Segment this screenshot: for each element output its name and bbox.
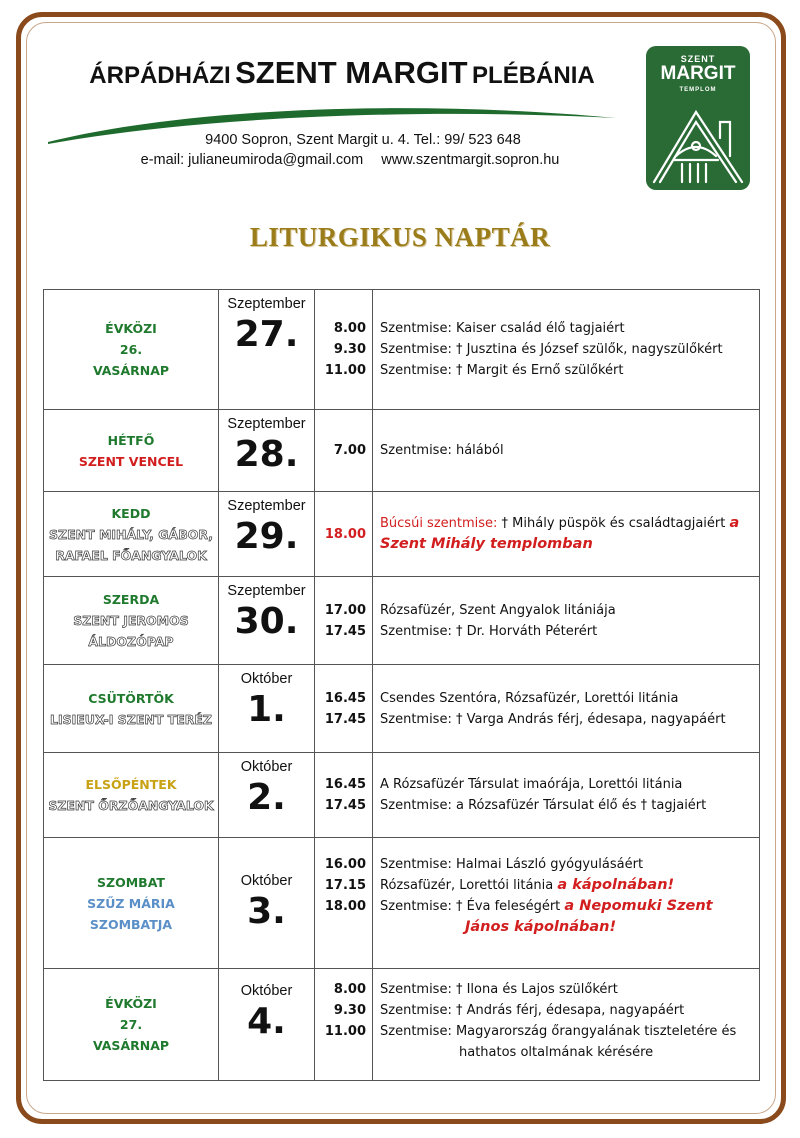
location-note: Szent Mihály templomban [380, 536, 593, 552]
day-name-line: HÉTFŐ [107, 432, 155, 448]
day-name-cell [44, 290, 219, 410]
day-name-cell [44, 577, 219, 665]
month-label: Szeptember [227, 416, 306, 432]
feast-name-line: SZENT VENCEL [78, 453, 184, 469]
month-label: Szeptember [227, 296, 306, 312]
day-name-line: KEDD [111, 505, 151, 521]
time-cell [315, 753, 373, 838]
event-cell [373, 492, 760, 577]
event-text: Szentmise: a Rózsafüzér Társulat élő és † tagjaiért [380, 798, 707, 813]
month-label: Szeptember [227, 498, 306, 514]
location-note: a [729, 515, 740, 531]
time-cell [315, 969, 373, 1081]
month-label: Október [240, 671, 293, 687]
church-drawing-icon [646, 98, 750, 190]
logo-text-templom: TEMPLOM [679, 87, 717, 93]
mass-time: 18.00 [324, 526, 366, 542]
day-row [44, 410, 760, 492]
parish-name-main: SZENT MARGIT [235, 55, 468, 90]
date-cell [219, 577, 315, 665]
day-row [44, 969, 760, 1081]
date-cell [219, 753, 315, 838]
mass-time: 17.45 [324, 711, 366, 727]
time-cell [315, 492, 373, 577]
event-text: Szentmise: † Dr. Horváth Péterért [380, 623, 598, 639]
event-cell [373, 290, 760, 410]
event-intention: Szentmise: Halmai László gyógyulásáért [380, 857, 644, 872]
event-cell [373, 753, 760, 838]
date-cell [219, 290, 315, 410]
event-cell [373, 410, 760, 492]
day-name-line: ELSŐPÉNTEK [85, 777, 177, 792]
mass-time: 17.45 [324, 623, 366, 639]
mass-time: 8.00 [333, 321, 366, 336]
event-intention: Szentmise: † Éva feleségért [380, 899, 565, 914]
day-number: 1. [247, 689, 286, 730]
day-name-cell [44, 969, 219, 1081]
mass-time: 16.45 [324, 690, 366, 706]
event-text: Szentmise: † Ilona és Lajos szülőkért [380, 982, 618, 997]
feast-name-line: ÁLDOZÓPAP [88, 634, 174, 649]
event-text [380, 534, 759, 555]
parish-name-suffix: PLÉBÁNIA [472, 62, 595, 89]
day-number: 27. [234, 314, 299, 355]
day-number: 28. [234, 434, 299, 475]
time-cell [315, 410, 373, 492]
day-name-cell [44, 753, 219, 838]
date-cell [219, 969, 315, 1081]
mass-time: 17.45 [324, 798, 366, 813]
event-text: Szentmise: † András férj, édesapa, nagyapáért [380, 1003, 685, 1018]
mass-time: 16.45 [324, 777, 366, 792]
parish-name-prefix: ÁRPÁDHÁZI [89, 62, 231, 89]
feast-name-line: SZOMBATJA [89, 916, 173, 932]
day-name-cell [44, 410, 219, 492]
event-text [380, 896, 759, 917]
day-name-line: SZOMBAT [97, 874, 165, 890]
day-name-line: ÉVKÖZI [105, 321, 157, 336]
month-label: Szeptember [227, 583, 306, 599]
event-text: hathatos oltalmának kérésére [459, 1045, 654, 1060]
feast-name-line: LISIEUX-I SZENT TERÉZ [49, 711, 212, 727]
event-cell [373, 577, 760, 665]
event-text: Szentmise: † Jusztina és József szülők, nagyszülőkért [380, 342, 723, 357]
website-link[interactable]: www.szentmargit.sopron.hu [381, 152, 560, 168]
day-name-line: 26. [119, 342, 143, 357]
location-note: a Nepomuki Szent [564, 898, 713, 914]
day-row [44, 577, 760, 665]
date-cell [219, 838, 315, 969]
day-number: 4. [247, 1001, 286, 1042]
month-label: Október [240, 983, 293, 999]
mass-time: 17.15 [324, 878, 366, 893]
month-label: Október [240, 873, 293, 889]
day-number: 3. [247, 891, 286, 932]
date-cell [219, 492, 315, 577]
feast-name-line: SZENT MIHÁLY, GÁBOR, [49, 526, 213, 542]
day-name-line: ÉVKÖZI [105, 996, 157, 1011]
date-cell [219, 665, 315, 753]
location-note: a kápolnában! [557, 877, 675, 893]
logo-text-margit: MARGIT [660, 63, 736, 84]
day-name-line: VASÁRNAP [92, 1038, 170, 1053]
time-cell [315, 665, 373, 753]
day-name-cell [44, 492, 219, 577]
event-cell [373, 838, 760, 969]
mass-time: 16.00 [324, 857, 366, 872]
mass-time: 9.30 [333, 342, 366, 357]
month-label: Október [240, 759, 293, 775]
day-row [44, 492, 760, 577]
feast-name-line: RAFAEL FŐANGYALOK [55, 547, 207, 563]
mass-time: 11.00 [324, 1024, 366, 1039]
event-text: A Rózsafüzér Társulat imaórája, Lorettói litánia [380, 777, 683, 792]
mass-time: 17.00 [324, 602, 366, 618]
event-text: Rózsafüzér, Szent Angyalok litániája [380, 602, 616, 618]
location-note: János kápolnában! [465, 919, 617, 935]
event-text [380, 513, 759, 534]
day-name-line: 27. [119, 1017, 143, 1032]
event-cell [373, 969, 760, 1081]
event-text: Csendes Szentóra, Rózsafüzér, Lorettói litánia [380, 690, 679, 706]
event-cell [373, 665, 760, 753]
church-logo [646, 46, 750, 190]
day-name-line: CSÜTÖRTÖK [88, 690, 174, 706]
day-number: 29. [234, 516, 299, 557]
time-cell [315, 290, 373, 410]
event-text [380, 917, 759, 938]
day-row [44, 665, 760, 753]
day-name-cell [44, 665, 219, 753]
feast-mass-label: Búcsúi szentmise: [380, 516, 498, 531]
event-text [380, 875, 759, 896]
mass-time: 9.30 [333, 1003, 366, 1018]
logo-text-szent: SZENT [680, 54, 716, 64]
email-text: e-mail: julianeumiroda@gmail.com [140, 152, 364, 168]
page-title: LITURGIKUS NAPTÁR [249, 222, 551, 252]
parish-name [72, 55, 612, 91]
time-cell [315, 577, 373, 665]
feast-name-line: SZENT JEROMOS [73, 613, 189, 628]
day-name-line: VASÁRNAP [92, 363, 170, 378]
address: 9400 Sopron, Szent Margit u. 4. Tel.: 99/ 523 648 [205, 132, 521, 148]
day-number: 2. [247, 777, 286, 818]
mass-time: 7.00 [333, 443, 366, 458]
feast-name-line: SZŰZ MÁRIA [87, 895, 175, 911]
contact-line [60, 152, 640, 168]
event-intention: Rózsafüzér, Lorettói litánia [380, 878, 558, 893]
day-row [44, 838, 760, 969]
day-number: 30. [234, 601, 299, 642]
event-text: Szentmise: hálából [380, 443, 504, 458]
event-text: Szentmise: Magyarország őrangyalának tiszteletére és [380, 1024, 737, 1039]
mass-time: 18.00 [324, 899, 366, 914]
day-row [44, 290, 760, 410]
mass-time: 11.00 [324, 363, 366, 378]
event-text: Szentmise: † Margit és Ernő szülőkért [380, 363, 624, 378]
liturgical-schedule-table [43, 289, 760, 1081]
day-name-cell [44, 838, 219, 969]
date-cell [219, 410, 315, 492]
event-intention: † Mihály püspök és családtagjaiért [497, 516, 730, 531]
time-cell [315, 838, 373, 969]
mass-time: 8.00 [333, 982, 366, 997]
event-text: Szentmise: † Varga András férj, édesapa, nagyapáért [380, 711, 726, 727]
day-name-line: SZERDA [102, 592, 160, 607]
event-text: Szentmise: Kaiser család élő tagjaiért [380, 321, 625, 336]
event-text [380, 854, 759, 875]
day-row [44, 753, 760, 838]
feast-name-line: SZENT ŐRZŐANGYALOK [48, 798, 214, 813]
